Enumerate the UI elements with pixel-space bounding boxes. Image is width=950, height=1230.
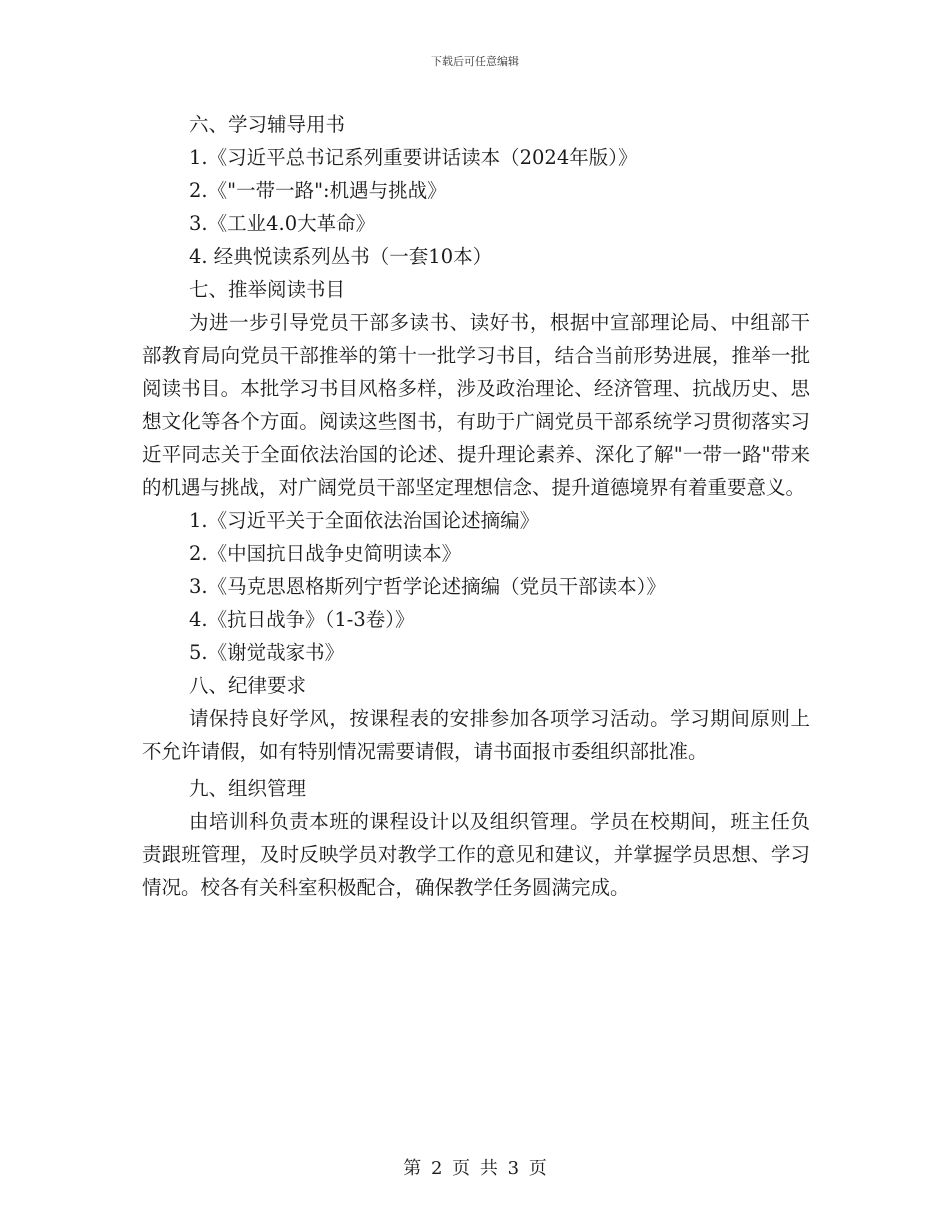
list-item: 2.《"一带一路":机遇与挑战》 [189,179,447,202]
list-item: 3.《马克思恩格斯列宁哲学论述摘编（党员干部读本）》 [189,575,666,598]
document-body [142,108,810,904]
list-item: 2.《中国抗日战争史简明读本》 [189,542,462,565]
list-item: 4. 经典悦读系列丛书（一套10本） [189,245,493,268]
section-paragraph: 由培训科负责本班的课程设计以及组织管理。学员在校期间，班主任负责跟班管理，及时反映学员对教学工作的意见和建议，并掌握学员思想、学习情况。校各有关科室积极配合，确保教学任务圆满完成。 [142,810,810,899]
list-item: 4.《抗日战争》（1-3卷）》 [189,608,415,631]
list-item: 5.《谢觉哉家书》 [189,641,345,664]
section-heading: 七、推举阅读书目 [189,278,346,301]
section-study-books [142,108,810,273]
section-heading: 六、学习辅导用书 [189,113,346,136]
list-item: 3.《工业4.0大革命》 [189,212,376,235]
list-item: 1.《习近平关于全面依法治国论述摘编》 [189,509,540,532]
section-paragraph: 为进一步引导党员干部多读书、读好书，根据中宣部理论局、中组部干部教育局向党员干部推举的第十一批学习书目，结合当前形势进展，推举一批阅读书目。本批学习书目风格多样，涉及政治理论、经济管理、抗战历史、思想文化等各个方面。阅读这些图书，有助于广阔党员干部系统学习贯彻落实习近平同志关于全面依法治国的论述、提升理论素养、深化了解"一带一路"带来的机遇与挑战，对广阔党员干部坚定理想信念、提升道德境界有着重要意义。 [142,311,810,499]
section-paragraph: 请保持良好学风，按课程表的安排参加各项学习活动。学习期间原则上不允许请假，如有特别情况需要请假，请书面报市委组织部批准。 [142,707,810,763]
section-heading: 八、纪律要求 [189,674,307,697]
page-number: 第 2 页 共 3 页 [403,1158,547,1179]
section-heading: 九、组织管理 [189,777,307,800]
section-management [142,772,810,904]
section-recommended-reading [142,273,810,669]
header-note: 下载后可任意编辑 [431,55,519,68]
section-discipline [142,669,810,768]
list-item: 1.《习近平总书记系列重要讲话读本（2024年版）》 [189,146,638,169]
